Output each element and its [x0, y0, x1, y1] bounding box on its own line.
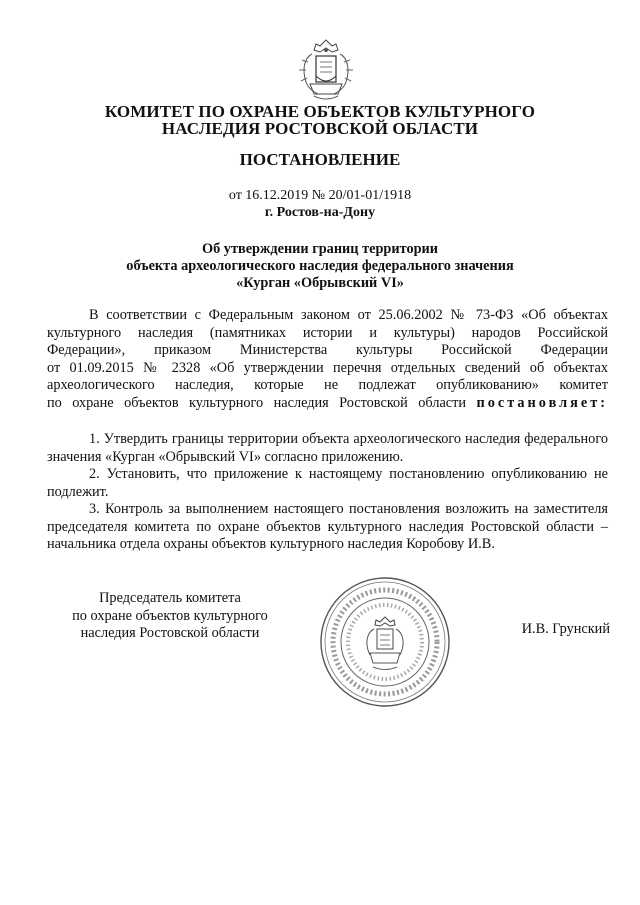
- preamble-paragraph: [47, 307, 608, 412]
- preamble-line: культурного наследия (памятниках истории и культуры) народов Российской: [47, 324, 608, 341]
- subject-line3: «Курган «Обрывский VI»: [236, 275, 404, 291]
- resolution-keyword: постановляет:: [476, 394, 608, 411]
- document-type-title: ПОСТАНОВЛЕНИЕ: [239, 150, 401, 169]
- preamble-line: В соответствии с Федеральным законом от 25.06.2002 № 73-ФЗ «Об объектах: [89, 307, 608, 323]
- subject-line2: объекта археологического наследия федерального значения: [126, 258, 514, 274]
- signatory-title-line: Председатель комитета: [99, 590, 241, 606]
- preamble-line: археологического наследия, которые не подлежат опубликованию» комитет: [47, 377, 608, 393]
- subject-line1: Об утверждении границ территории: [201, 241, 439, 257]
- signatory-name: И.В. Грунский: [521, 621, 610, 637]
- resolution-item: 3. Контроль за выполнением настоящего постановления возложить на заместителя председателя комитета по охране объектов культурного наследия Ростовской области – начальника отдела охраны объектов культурного наследия Коробову И.В.: [47, 501, 608, 552]
- preamble-line: Федерации», приказом Министерства культуры Российской Федерации: [47, 342, 608, 358]
- city: г. Ростов-на-Дону: [264, 205, 376, 220]
- coat-of-arms-emblem: [290, 36, 362, 104]
- date-and-number: от 16.12.2019 № 20/01-01/1918: [228, 188, 412, 203]
- organization-name-line2: НАСЛЕДИЯ РОСТОВСКОЙ ОБЛАСТИ: [161, 119, 479, 138]
- resolution-item: 2. Установить, что приложение к настоящему постановлению опубликованию не подлежит.: [47, 466, 608, 500]
- signatory-title-line: наследия Ростовской области: [80, 625, 260, 641]
- official-seal: [318, 575, 452, 709]
- preamble-line: от 01.09.2015 № 2328 «Об утверждении перечня отдельных сведений об объектах: [47, 359, 608, 376]
- signatory-title-line: по охране объектов культурного: [72, 607, 268, 624]
- preamble-line: по охране объектов культурного наследия Ростовской области: [47, 394, 477, 411]
- organization-name-line1: КОМИТЕТ ПО ОХРАНЕ ОБЪЕКТОВ КУЛЬТУРНОГО: [104, 102, 536, 121]
- resolution-items: [47, 431, 608, 554]
- signatory-title: [55, 590, 285, 643]
- preamble-last-line: [47, 395, 608, 413]
- resolution-item: 1. Утвердить границы территории объекта археологического наследия федерального значения «Курган «Обрывский VI» согласно приложению.: [47, 431, 608, 465]
